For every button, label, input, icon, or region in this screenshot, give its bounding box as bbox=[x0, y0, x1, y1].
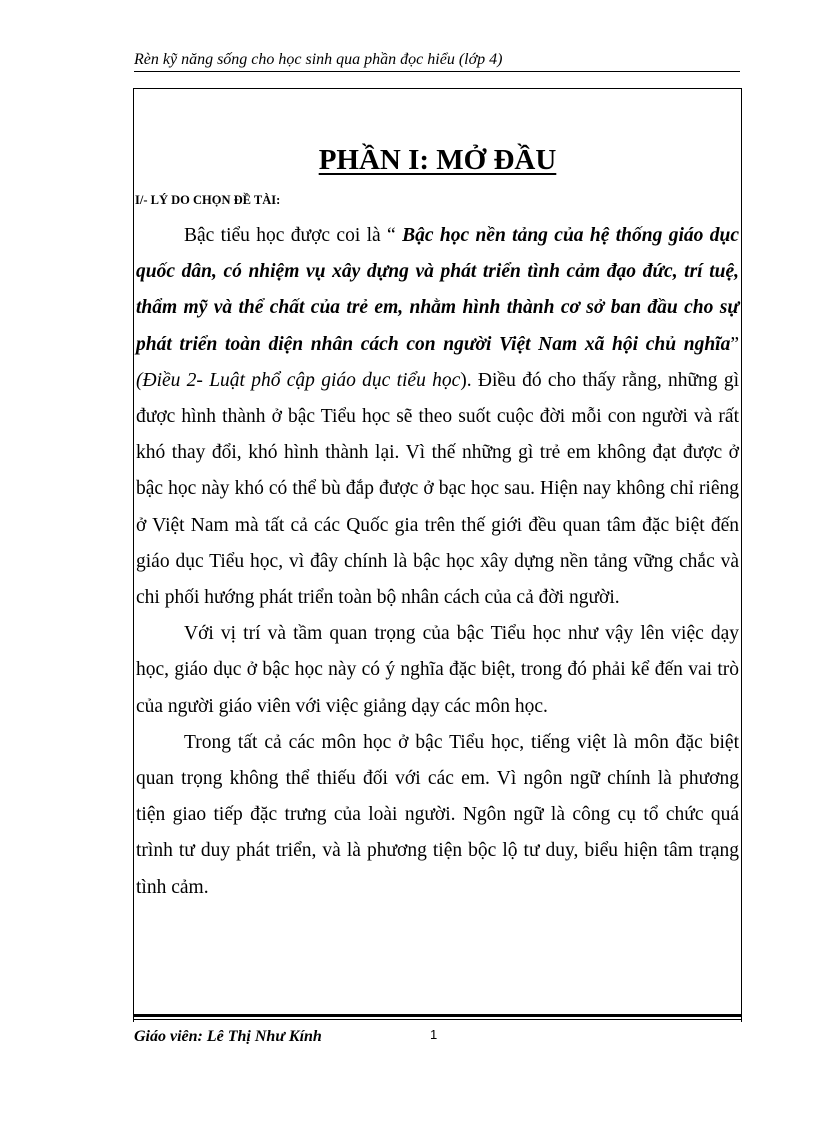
paragraph-1-quote-close: ” bbox=[730, 333, 739, 355]
section-heading: I/- LÝ DO CHỌN ĐỀ TÀI: bbox=[135, 193, 281, 207]
header-rule bbox=[134, 71, 740, 72]
paragraph-1 bbox=[136, 218, 739, 616]
page-number: 1 bbox=[430, 1027, 438, 1042]
paragraph-2: Với vị trí và tầm quan trọng của bậc Tiểu học như vậy lên việc dạy học, giáo dục ở bậc học này có ý nghĩa đặc biệt, trong đó phải kể đến vai trò của người giáo viên với việc giảng dạy các môn học. bbox=[136, 623, 739, 717]
body-text bbox=[136, 218, 739, 906]
part-title-wrapper bbox=[133, 140, 742, 180]
paragraph-3: Trong tất cả các môn học ở bậc Tiểu học, tiếng việt là môn đặc biệt quan trọng không thể thiếu đối với các em. Vì ngôn ngữ chính là phương tiện giao tiếp đặc trưng của loài người. Ngôn ngữ là công cụ tổ chức quá trình tư duy phát triển, và là phương tiện bộc lộ tư duy, biểu hiện tâm trạng tình cảm. bbox=[136, 731, 739, 898]
footer-teacher: Giáo viên: Lê Thị Như Kính bbox=[134, 1028, 322, 1045]
paragraph-1-citation: (Điều 2- Luật phổ cập giáo dục tiểu học bbox=[136, 369, 461, 391]
paragraph-1-lead: Bậc tiểu học được coi là “ bbox=[184, 225, 403, 246]
paragraph-1-rest: ). Điều đó cho thấy rằng, những gì được hình thành ở bậc Tiểu học sẽ theo suốt cuộc đời mỗi con người và rất khó thay đổi, khó hình thành lại. Vì thế những gì trẻ em không đạt được ở bậc học này khó có thể bù đắp được ở bạc học sau. Hiện nay không chỉ riêng ở Việt Nam mà tất cả các Quốc gia trên thế giới đều quan tâm đặc biệt đến giáo dục Tiểu học, vì đây chính là bậc học xây dựng nền tảng vững chắc và chi phối hướng phát triển toàn bộ nhân cách của cả đời người. bbox=[136, 369, 740, 609]
part-title: PHẦN I: MỞ ĐẦU bbox=[318, 144, 557, 176]
running-header: Rèn kỹ năng sống cho học sinh qua phần đọc hiểu (lớp 4) bbox=[134, 51, 503, 68]
footer-rule bbox=[133, 1014, 742, 1020]
paragraph-1-emphasis: Bậc học nền tảng của hệ thống giáo dục quốc dân, có nhiệm vụ xây dựng và phát triển tình cảm đạo đức, trí tuệ, thẩm mỹ và thể chất của trẻ em, nhằm hình thành cơ sở ban đầu cho sự phát triển toàn diện nhân cách con người Việt Nam xã hội chủ nghĩa bbox=[136, 225, 739, 355]
